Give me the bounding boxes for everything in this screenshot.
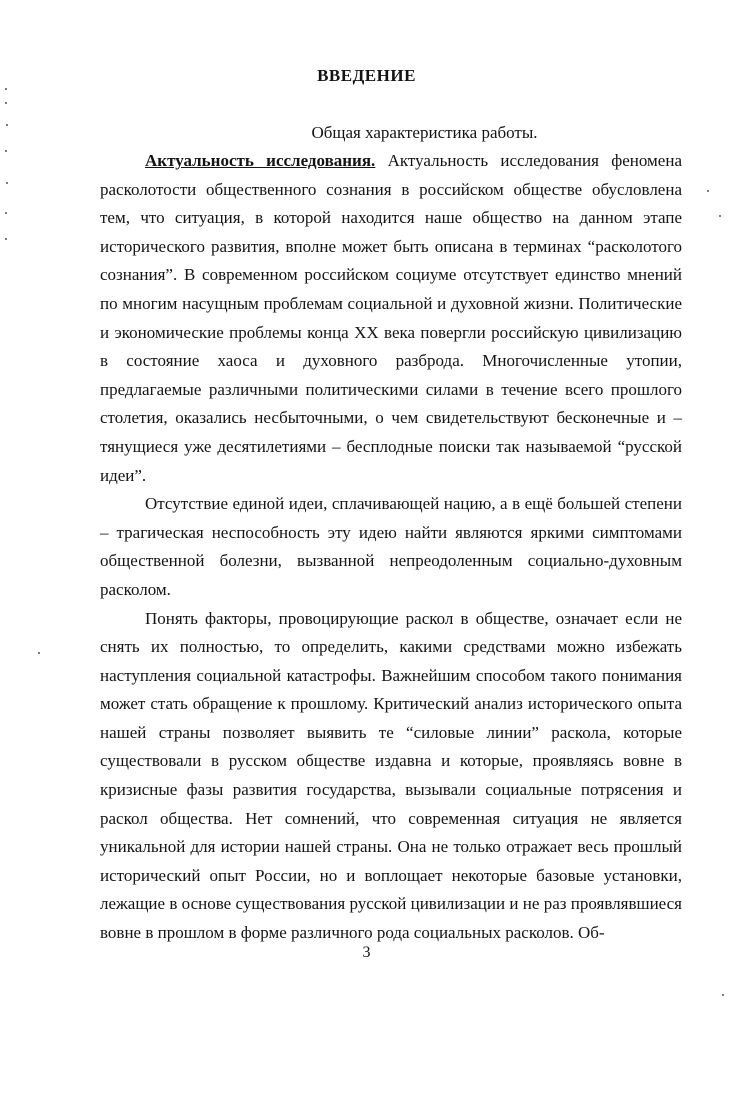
paragraph-schism-factors: Понять факторы, провоцирующие раскол в обществе, означает если не снять их полностью, то определить, какими средствами можно избежать наступления социальной катастрофы. Важнейшим способом такого понимания может стать обращение к прошлому. Критический анализ исторического опыта нашей страны позволяет выявить те “силовые линии” раскола, которые существовали в русском обществе издавна и которые, проявляясь вовне в кризисные фазы развития государства, вызывали социальные потрясения и раскол общества. Нет сомнений, что современная ситуация не является уникальной для истории нашей страны. Она не только отражает весь прошлый исторический опыт России, но и воплощает некоторые базовые установки, лежащие в основе существования русской цивилизации и не раз проявлявшиеся вовне в прошлом в форме различного рода социальных расколов. Об- [100,608,682,943]
page-number: 3 [362,944,371,961]
scan-speck [38,652,40,654]
body-text [100,147,682,948]
scan-speck [6,124,8,126]
section-heading: Актуальность исследования. [145,151,376,170]
scan-speck [5,212,7,214]
paragraph-national-idea: Отсутствие единой идеи, сплачивающей нацию, а в ещё большей степени – трагическая неспособность эту идею найти являются яркими симптомами общественной болезни, вызванной непреодоленным социально-духовным расколом. [100,494,682,599]
scan-speck [719,215,721,217]
paragraph-text: Актуальность исследования феномена расколотости общественного сознания в российском обществе обусловлена тем, что ситуация, в которой находится наше общество на данном этапе исторического развития, вполне может быть описана в терминах “расколотого сознания”. В современном российском социуме отсутствует единство мнений по многим насущным проблемам социальной и духовной жизни. Политические и экономические проблемы конца XX века повергли российскую цивилизацию в состояние хаоса и духовного разброда. Многочисленные утопии, предлагаемые различными политическими силами в течение всего прошлого столетия, оказались несбыточными, о чем свидетельствуют бесконечные и – тянущиеся уже десятилетиями – бесплодные поиски так называемой “русской идеи”. [100,151,682,485]
scan-speck [6,182,8,184]
scan-speck [722,994,724,996]
page-title: ВВЕДЕНИЕ [317,66,416,85]
scan-speck [5,238,7,240]
scan-speck [707,190,709,192]
page-subtitle: Общая характеристика работы. [311,123,538,142]
scan-speck [5,102,7,104]
scan-speck [5,88,7,90]
paragraph-relevance [100,147,682,490]
scan-speck [5,150,7,152]
